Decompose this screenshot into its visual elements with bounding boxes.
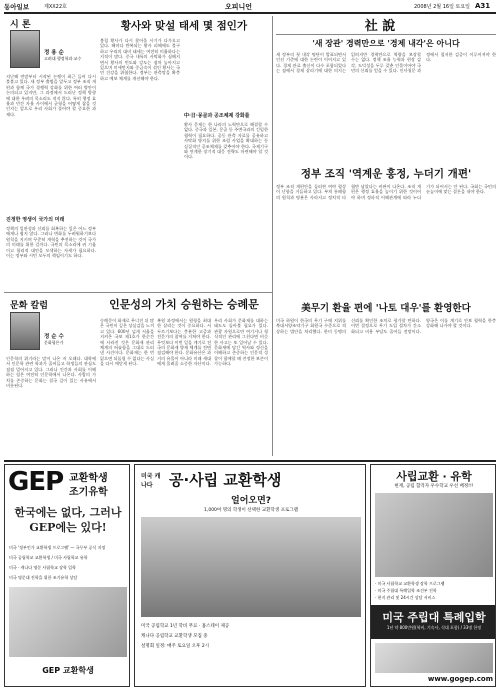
editorial-label: 社 說 (364, 19, 396, 34)
center-line-2: 캐나다 공립학교 교환학생 모집 중 (141, 634, 208, 639)
editorial-headline-2: 정부 조직 '역계운 홍정, 누더기 개편' (300, 168, 472, 180)
right-line-0: · 미국 사립학교 교환학생 장학 프로그램 (375, 581, 445, 586)
gep-logo: GEP (8, 467, 64, 497)
center-line-1: 미국 공립학교 1년 학비 무료 · 홈스테이 제공 (141, 624, 230, 629)
editorial-body-1: 새 정부의 첫 내각 명단이 발표되면서 인선 기준에 대한 논란이 이어지고 있다. 경제 관료 출신이 다수 포함되었다는 점에서 경제 살리기에 대한 의지는 읽히지만 경력만으로 역량을 보장할 수는 없다. 정책 조율 능력과 현장 감각, 도덕성을 두루 갖춘 인물이어야 국민의 신뢰를 얻을 수 있다. 인사청문 과정에서 철저한 검증이 이루어져야 한다. (276, 52, 496, 74)
top-subhead: 中·日·몽골과 공조체제 강화를 (184, 113, 250, 119)
gep-tag-1: 교환학생 (69, 473, 108, 484)
gep-tag-2: 조기유학 (69, 487, 108, 498)
column-subhead: 진정한 영생이 국가의 미래 (6, 217, 65, 223)
right-banner: 미국 주립대 특례입학 (382, 611, 486, 624)
masthead-page: A31 (475, 2, 491, 10)
center-title: 공·사립 교환학생 (169, 471, 282, 489)
vertical-divider (272, 16, 273, 456)
top-body-2: 황사 문제는 한 나라의 노력만으로 해결할 수 없다. 중국과 일본, 몽골 등 주변국과의 긴밀한 협력이 필요하다. 공동 관측 자료를 공유하고 사막화 방지를 위한 조림 사업을 확대하는 등 실질적인 공조체제를 갖추어야 한다. 국제기구와 연계한 장기적 대응 전략도 마련해야 할 것이다. (184, 122, 268, 160)
center-tag: 미국 캐나다 (141, 473, 161, 489)
author-title: 고려대 행정학과 교수 (44, 56, 82, 61)
gep-footer: GEP 교환학생 (42, 666, 94, 675)
horizontal-divider (4, 292, 272, 293)
ad-center[interactable] (134, 464, 366, 687)
right-bottom-photos (375, 643, 493, 673)
editorial-headline-3: 美무기 환율 편에 '나토 대우'를 환영한다 (301, 303, 471, 314)
column-body-2: 정책의 일관성과 신뢰를 회복하는 일은 어느 정부에게나 쉽지 않다. 그러나 변화를 두려워하기보다 원칙을 지키며 꾸준히 개혁을 추진하는 것이 국가의 미래를 위한 길이다. 국민의 목소리에 귀 기울이고 합리적 대안을 모색하는 자세가 필요하다. 이는 정부와 시민 모두의 책임이기도 하다. (6, 226, 96, 259)
top-headline: 황사와 맞설 태세 몇 점인가 (120, 20, 248, 32)
gep-line-3: 미국 명문대 진학을 위한 조기유학 상담 (9, 575, 78, 580)
ad-gep[interactable] (4, 464, 130, 687)
author-name: 정 용 순 (44, 50, 64, 56)
right-title: 사립교환 · 유학 (396, 470, 472, 483)
center-question: 얼어오면? (231, 496, 271, 506)
culture-label: 문화 칼럼 (10, 301, 48, 311)
editorial-rule (276, 34, 496, 35)
bottom-body-3: 우리 사회가 문화재를 대하는 태도도 돌아볼 필요가 있다. 관광 자원으로만 여기거나 형식적인 관리에 그친다면 비슷한 사고는 또 일어날 수 있다. 문화재에 담긴 역사와 정신을 이해하고 존중하는 인문적 성찰이 함께할 때 진정한 보존이 가능하다. (214, 318, 268, 367)
right-line-1: · 미국 주립대 특례입학 조건부 진학 (375, 588, 437, 593)
right-banner-sub: 1년 약 800만원(학비, 기숙사, 식대 포함) / 33명 한정 (386, 625, 482, 630)
masthead-date: 2008년 2월 16일 토요일 (413, 4, 470, 10)
center-group-photo (141, 517, 361, 617)
top-body-1: 봄철 황사가 다시 찾아올 시기가 다가오고 있다. 해마다 반복되는 황사 피해에도 불구하고 우리의 대비 태세는 여전히 미흡하다는 지적이 많다. 중국 내륙의 사막화가 심해지면서 황사의 빈도와 강도는 점차 높아지고 있으며 미세먼지와 중금속이 섞인 황사는 국민 건강을 위협한다. 정부는 관측망을 확충하고 예보 체계를 개선해야 한다. (100, 38, 180, 81)
masthead-paper: 동아일보 (4, 3, 30, 11)
ad-right[interactable] (370, 464, 496, 687)
center-line-0: 1,000여 명의 학생이 선택한 교환학생 프로그램 (204, 508, 298, 513)
editorial-body-2: 정부 조직 개편안을 둘러싼 여야 협상이 난항을 거듭하고 있다. 부처 통폐합의 원칙과 명분은 사라지고 정치적 타협만 남았다는 비판이 나온다. 조직 개편은 행정 효율을 높이기 위한 것이어야 하며 정파적 이해관계에 따라 누더기가 되어서는 안 된다. 국회는 국민의 눈높이에 맞는 결론을 내야 한다. (276, 184, 496, 200)
ad-separator (4, 460, 496, 462)
gep-slogan: 한국에는 없다, 그러나 GEP에는 있다! (14, 506, 122, 534)
editorial-body-3: 미국 하원이 한국의 무기 구매 지위를 북대서양조약기구 회원국 수준으로 격상하는 법안을 처리했다. 한미 동맹의 신뢰를 확인한 조치로 평가할 만하다. 이번 결정으로 무기 도입 절차가 간소화되고 비용 부담도 줄어들 전망이다. 양국은 이를 계기로 안보 협력을 한층 강화해 나가야 할 것이다. (276, 318, 496, 334)
masthead-rule (4, 12, 496, 14)
center-line-3: 설명회 일정: 매주 토요일 오후 2시 (141, 644, 210, 649)
gep-line-2: 미국 · 캐나다 명문 사립학교 장학 입학 (9, 565, 76, 570)
right-photos (375, 493, 493, 577)
gep-map-image (9, 587, 127, 657)
column-label: 시 론 (10, 20, 31, 30)
right-line-2: · 현지 관리 및 24시간 상담 서비스 (375, 595, 436, 600)
bottom-body-2: 복원 과정에서는 원형을 최대한 살리는 것이 중요하다. 서두르기보다는 충분한 고증과 전문가의 참여를 거쳐야 한다. 무엇보다 이번 일을 계기로 전국의 문화재 방재 체계를 전면 점검해야 한다. 문화유산은 과거의 유물이 아니라 미래 세대에게 물려줄 소중한 자산이다. (157, 318, 211, 367)
right-url[interactable]: www.gogep.com (427, 675, 493, 683)
culture-author-name: 정 순 수 (44, 334, 64, 340)
author-photo (10, 30, 40, 68)
culture-author-photo (10, 312, 40, 350)
right-subtitle: 현재, 공립 합격자 우수학교 우선 배정!!! (394, 484, 474, 489)
right-banner-bg (371, 605, 496, 639)
bottom-body-1: 숭례문이 화재로 무너진 뒤 많은 국민이 깊은 상실감을 느끼고 있다. 600년 넘게 서울을 지켜온 국보 제1호가 한순간에 사라진 것은 문화재 관리 체계의 허술함을 그대로 드러낸 사건이다. 문화재는 한 번 잃으면 되돌릴 수 없다는 사실을 다시 깨닫게 된다. (100, 318, 154, 367)
masthead-issue: 제XX22호 (44, 4, 67, 10)
bottom-headline: 인문성의 가치 승원하는 승례문 (109, 298, 259, 311)
culture-author-title: 문화평론가 (44, 340, 64, 345)
editorial-headline-1: '새 장관' 경력만으로 '경제 내각'은 아니다 (312, 38, 460, 48)
culture-body: 인문학의 위기라는 말이 나온 지 오래다. 대학에서 인문학 관련 학과가 줄어들고 학생들의 관심도 점점 멀어지고 있다. 그러나 인간과 사회를 이해하는 힘은 여전히 인문학에서 나온다. 사람의 가치를 존중하는 문화는 결국 깊이 있는 사유에서 비롯된다. (6, 356, 96, 389)
masthead-section: 오피니언 (225, 3, 253, 11)
column-body-1: 지난해 연말부터 시작된 논쟁이 최근 들어 다시 불붙고 있다. 새 정부 출범을 앞두고 정부 조직 개편과 함께 국가 경쟁력 강화를 위한 여러 방안이 논의되고 있지만, 그 과정에서 드러난 정책 방향에 대한 우려의 목소리도 적지 않다. 특히 행정 효율과 민간 자율 사이에서 균형을 어떻게 잡을 것인지는 앞으로 우리 사회가 풀어야 할 중요한 과제다. (6, 74, 96, 117)
gep-line-0: 미국 '정부인가 교환학생 프로그램' — 국무부 공식 지정 (9, 545, 106, 550)
gep-line-1: 미국 공립학교 교환학생 / 미국 사립학교 유학 (9, 555, 88, 560)
